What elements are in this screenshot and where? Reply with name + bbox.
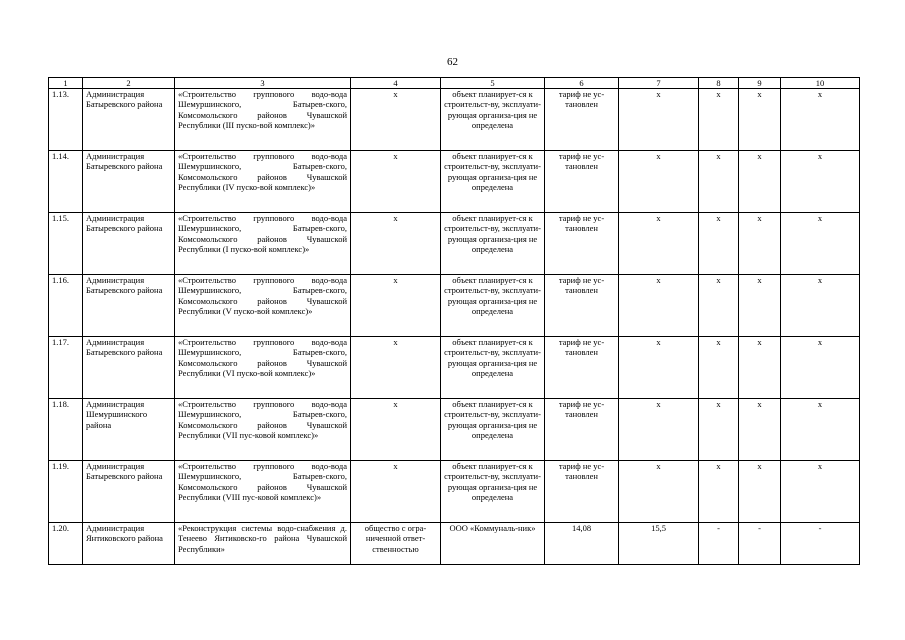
column-10-cell: x [781, 399, 860, 461]
organization-cell: Администрация Батыревского района [83, 213, 175, 275]
project-cell: «Строительство группового водо-вода Шемуршинского, Батырев-ского, Комсомольского районов Чувашской Республики (V пуско-вой комплекс)» [175, 275, 351, 337]
column-8-cell: - [699, 523, 739, 565]
table-row [49, 461, 860, 523]
row-number: 1.18. [49, 399, 83, 461]
header-cell-7: 7 [619, 78, 699, 89]
row-number: 1.19. [49, 461, 83, 523]
operator-cell: объект планирует-ся к строительст-ву, эксплуати-рующая организа-ция не определена [441, 89, 545, 151]
column-7-cell: x [619, 337, 699, 399]
column-8-cell: x [699, 213, 739, 275]
row-number: 1.13. [49, 89, 83, 151]
column-7-cell: x [619, 399, 699, 461]
row-number: 1.15. [49, 213, 83, 275]
table-row [49, 151, 860, 213]
column-9-cell: x [739, 461, 781, 523]
column-9-cell: x [739, 275, 781, 337]
column-10-cell: x [781, 151, 860, 213]
project-cell: «Строительство группового водо-вода Шемуршинского, Батырев-ского, Комсомольского районов Чувашской Республики (VII пус-ковой комплекс)» [175, 399, 351, 461]
row-number: 1.14. [49, 151, 83, 213]
operator-cell: объект планирует-ся к строительст-ву, эксплуати-рующая организа-ция не определена [441, 337, 545, 399]
column-10-cell: x [781, 337, 860, 399]
legal-form-cell: x [351, 89, 441, 151]
organization-cell: Администрация Батыревского района [83, 89, 175, 151]
column-8-cell: x [699, 461, 739, 523]
table-row [49, 523, 860, 565]
tariff-cell: 14,08 [545, 523, 619, 565]
header-cell-5: 5 [441, 78, 545, 89]
table-row [49, 89, 860, 151]
header-cell-10: 10 [781, 78, 860, 89]
tariff-cell: тариф не ус-тановлен [545, 399, 619, 461]
legal-form-cell: x [351, 151, 441, 213]
row-number: 1.16. [49, 275, 83, 337]
legal-form-cell: x [351, 399, 441, 461]
project-cell: «Строительство группового водо-вода Шемуршинского, Батырев-ского, Комсомольского районов Чувашской Республики (III пуско-вой комплекс)» [175, 89, 351, 151]
operator-cell: ООО «Коммуналь-ник» [441, 523, 545, 565]
column-10-cell: - [781, 523, 860, 565]
column-7-cell: x [619, 275, 699, 337]
organization-cell: Администрация Янтиковского района [83, 523, 175, 565]
tariff-cell: тариф не ус-тановлен [545, 213, 619, 275]
table-row [49, 337, 860, 399]
column-8-cell: x [699, 151, 739, 213]
column-9-cell: x [739, 151, 781, 213]
organization-cell: Администрация Батыревского района [83, 337, 175, 399]
column-9-cell: x [739, 213, 781, 275]
column-8-cell: x [699, 399, 739, 461]
project-cell: «Реконструкция системы водо-снабжения д. Тенеево Янтиковско-го района Чувашской Республики» [175, 523, 351, 565]
table-row [49, 275, 860, 337]
tariff-table [48, 77, 860, 565]
header-cell-3: 3 [175, 78, 351, 89]
column-10-cell: x [781, 213, 860, 275]
header-cell-2: 2 [83, 78, 175, 89]
table-row [49, 213, 860, 275]
column-8-cell: x [699, 89, 739, 151]
table-header-row [49, 78, 860, 89]
header-cell-4: 4 [351, 78, 441, 89]
column-7-cell: x [619, 89, 699, 151]
project-cell: «Строительство группового водо-вода Шемуршинского, Батырев-ского, Комсомольского районов Чувашской Республики (VI пуско-вой комплекс)» [175, 337, 351, 399]
tariff-cell: тариф не ус-тановлен [545, 275, 619, 337]
legal-form-cell: x [351, 461, 441, 523]
column-10-cell: x [781, 461, 860, 523]
tariff-cell: тариф не ус-тановлен [545, 89, 619, 151]
tariff-cell: тариф не ус-тановлен [545, 337, 619, 399]
tariff-cell: тариф не ус-тановлен [545, 151, 619, 213]
column-7-cell: 15,5 [619, 523, 699, 565]
legal-form-cell: x [351, 275, 441, 337]
table-row [49, 399, 860, 461]
organization-cell: Администрация Батыревского района [83, 275, 175, 337]
column-9-cell: x [739, 399, 781, 461]
header-cell-6: 6 [545, 78, 619, 89]
operator-cell: объект планирует-ся к строительст-ву, эксплуати-рующая организа-ция не определена [441, 461, 545, 523]
organization-cell: Администрация Шемуршинского района [83, 399, 175, 461]
operator-cell: объект планирует-ся к строительст-ву, эксплуати-рующая организа-ция не определена [441, 151, 545, 213]
page-number: 62 [447, 56, 458, 68]
operator-cell: объект планирует-ся к строительст-ву, эксплуати-рующая организа-ция не определена [441, 399, 545, 461]
legal-form-cell: общество с огра-ниченной ответ-ственностью [351, 523, 441, 565]
column-9-cell: x [739, 337, 781, 399]
operator-cell: объект планирует-ся к строительст-ву, эксплуати-рующая организа-ция не определена [441, 213, 545, 275]
row-number: 1.17. [49, 337, 83, 399]
project-cell: «Строительство группового водо-вода Шемуршинского, Батырев-ского, Комсомольского районов Чувашской Республики (IV пуско-вой комплекс)» [175, 151, 351, 213]
legal-form-cell: x [351, 337, 441, 399]
operator-cell: объект планирует-ся к строительст-ву, эксплуати-рующая организа-ция не определена [441, 275, 545, 337]
header-cell-8: 8 [699, 78, 739, 89]
column-7-cell: x [619, 213, 699, 275]
header-cell-1: 1 [49, 78, 83, 89]
organization-cell: Администрация Батыревского района [83, 151, 175, 213]
tariff-cell: тариф не ус-тановлен [545, 461, 619, 523]
column-8-cell: x [699, 275, 739, 337]
header-cell-9: 9 [739, 78, 781, 89]
column-10-cell: x [781, 89, 860, 151]
column-7-cell: x [619, 151, 699, 213]
column-9-cell: x [739, 89, 781, 151]
column-10-cell: x [781, 275, 860, 337]
column-7-cell: x [619, 461, 699, 523]
organization-cell: Администрация Батыревского района [83, 461, 175, 523]
project-cell: «Строительство группового водо-вода Шемуршинского, Батырев-ского, Комсомольского районов Чувашской Республики (VIII пус-ковой комплекс)» [175, 461, 351, 523]
project-cell: «Строительство группового водо-вода Шемуршинского, Батырев-ского, Комсомольского районов Чувашской Республики (I пуско-вой комплекс)» [175, 213, 351, 275]
legal-form-cell: x [351, 213, 441, 275]
column-9-cell: - [739, 523, 781, 565]
row-number: 1.20. [49, 523, 83, 565]
column-8-cell: x [699, 337, 739, 399]
